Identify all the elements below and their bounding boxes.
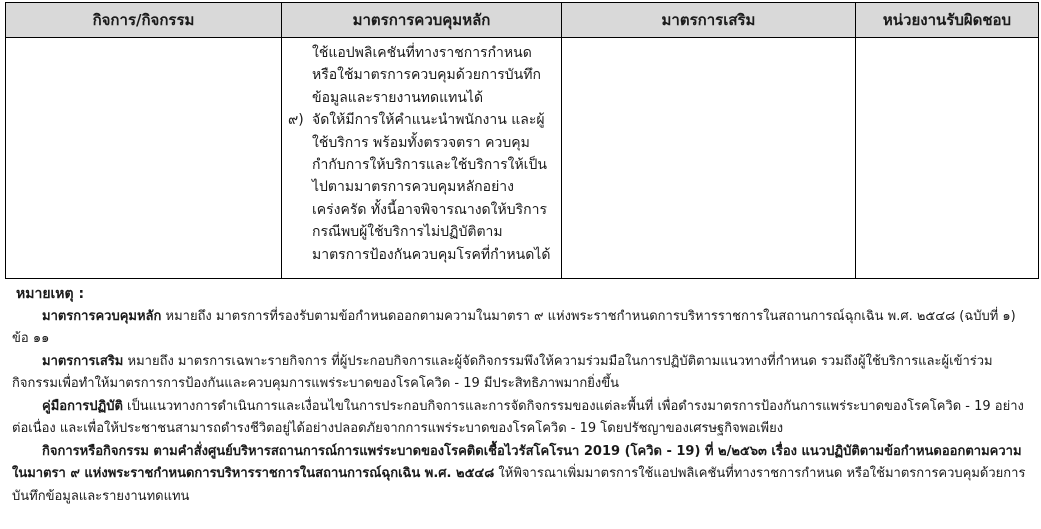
measure-item-9 <box>288 109 555 266</box>
table-header-row <box>6 3 1039 38</box>
note-term: กิจการหรือกิจกรรม ตามคำสั่งศูนย์บริหารสถานการณ์การแพร่ระบาดของโรคติดเชื้อไวรัสโคโรนา 2019 (โควิด - 19) ที่ ๒/๒๕๖๓ เรื่อง แนวปฏิบัติตามข้อกำหนดออกตามความในมาตรา ๙ แห่งพระราชกำหนดการบริหารราชการในสถานการณ์ฉุกเฉิน พ.ศ. ๒๕๔๘ <box>12 443 1022 481</box>
header-main-measures: มาตรการควบคุมหลัก <box>282 3 562 38</box>
note-term: มาตรการควบคุมหลัก <box>42 308 162 324</box>
notes-title: หมายเหตุ : <box>16 286 85 302</box>
note-practice-manual <box>12 396 1028 441</box>
header-responsible-agency: หน่วยงานรับผิดชอบ <box>856 3 1039 38</box>
header-activity: กิจการ/กิจกรรม <box>6 3 282 38</box>
cell-activity <box>6 38 282 279</box>
note-main-measures <box>12 306 1028 351</box>
cell-main-measures <box>282 38 562 279</box>
note-text: เป็นแนวทางการดำเนินการและเงื่อนไขในการประกอบกิจการและการจัดกิจกรรมของแต่ละพื้นที่ เพื่อดำรงมาตรการป้องกันการแพร่ระบาดของโรคโควิด - 19 อย่างต่อเนื่อง และเพื่อให้ประชาชนสามารถดำรงชีวิตอยู่ได้อย่างปลอดภัยจากการแพร่ระบาดของโรคโควิด - 19 โดยปรัชญาของเศรษฐกิจพอเพียง <box>12 398 1024 436</box>
measure-item-number: ๙) <box>288 112 304 129</box>
measures-table <box>5 2 1039 279</box>
note-text: หมายถึง มาตรการที่รองรับตามข้อกำหนดออกตามความในมาตรา ๙ แห่งพระราชกำหนดการบริหารราชการในสถานการณ์ฉุกเฉิน พ.ศ. ๒๕๔๘ (ฉบับที่ ๑) ข้อ ๑๑ <box>12 308 1016 346</box>
note-term: มาตรการเสริม <box>42 353 124 369</box>
note-additional-measures <box>12 351 1028 396</box>
cell-responsible-agency <box>856 38 1039 279</box>
note-activities-order <box>12 441 1028 509</box>
measure-item-text: จัดให้มีการให้คำแนะนำพนักงาน และผู้ใช้บริการ พร้อมทั้งตรวจตรา ควบคุม กำกับการให้บริการและใช้บริการให้เป็นไปตามมาตรการควบคุมหลักอย่างเคร่งครัด ทั้งนี้อาจพิจารณางดให้บริการกรณีพบผู้ใช้บริการไม่ปฏิบัติตามมาตรการป้องกันควบคุมโรคที่กำหนดได้ <box>312 112 551 263</box>
table-row <box>6 38 1039 279</box>
cell-additional-measures <box>562 38 856 279</box>
note-text: ให้พิจารณาเพิ่มมาตรการใช้แอปพลิเคชันที่ทางราชการกำหนด หรือใช้มาตรการควบคุมด้วยการบันทึกข้อมูลและรายงานทดแทน <box>12 466 1026 504</box>
notes-section <box>12 283 1028 508</box>
header-additional-measures: มาตรการเสริม <box>562 3 856 38</box>
note-term: คู่มือการปฏิบัติ <box>42 398 123 414</box>
note-text: หมายถึง มาตรการเฉพาะรายกิจการ ที่ผู้ประกอบกิจการและผู้จัดกิจกรรมพึงให้ความร่วมมือในการปฏิบัติตามแนวทางที่กำหนด รวมถึงผู้ใช้บริการและผู้เข้าร่วมกิจกรรมเพื่อทำให้มาตรการการป้องกันและควบคุมการแพร่ระบาดของโรคโควิด - 19 มีประสิทธิภาพมากยิ่งขึ้น <box>12 353 993 391</box>
continued-measure-text: ใช้แอปพลิเคชันที่ทางราชการกำหนด หรือใช้มาตรการควบคุมด้วยการบันทึกข้อมูลและรายงานทดแทนได้ <box>312 45 541 106</box>
